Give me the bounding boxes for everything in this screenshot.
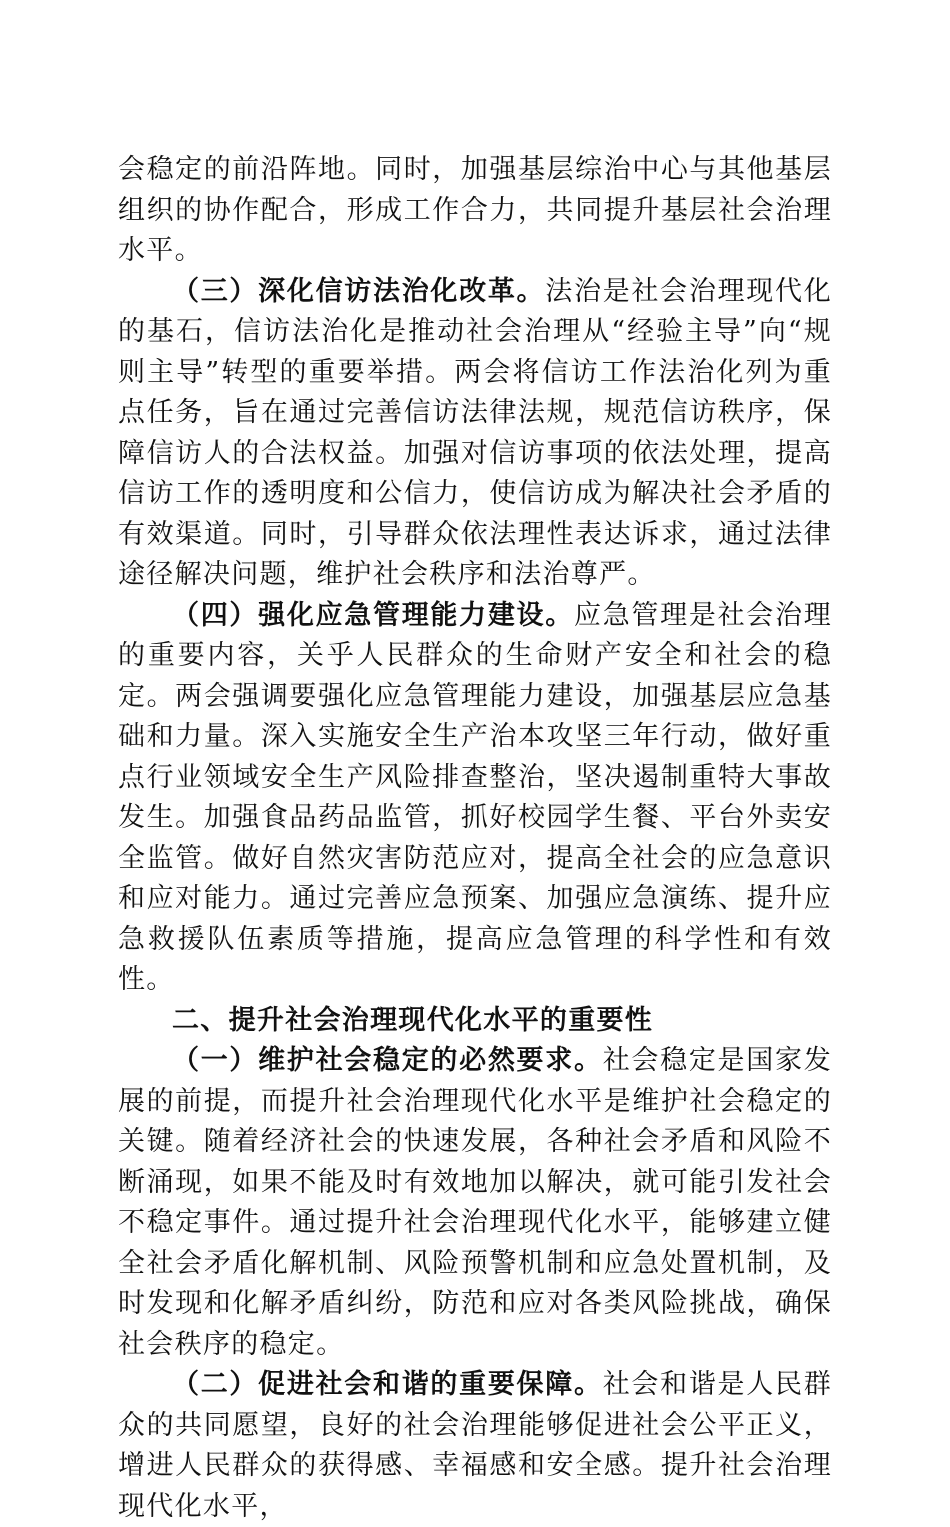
paragraph-text: 社会稳定是国家发展的前提，而提升社会治理现代化水平是维护社会稳定的关键。随着经济社会的快速发展，各种社会矛盾和风险不断涌现，如果不能及时有效地加以解决，就可能引发社会不稳定事件。通过提升社会治理现代化水平，能够建立健全社会矛盾化解机制、风险预警机制和应急处置机制，及时发现和化解矛盾纠纷，防范和应对各类风险挑战，确保社会秩序的稳定。: [118, 1045, 832, 1360]
paragraph-text: 应急管理是社会治理的重要内容，关乎人民群众的生命财产安全和社会的稳定。两会强调要强化应急管理能力建设，加强基层应急基础和力量。深入实施安全生产治本攻坚三年行动，做好重点行业领域安全生产风险排查整治，坚决遏制重特大事故发生。加强食品药品监管，抓好校园学生餐、平台外卖安全监管。做好自然灾害防范应对，提高全社会的应急意识和应对能力。通过完善应急预案、加强应急演练、提升应急救援队伍素质等措施，提高应急管理的科学性和有效性。: [118, 599, 833, 995]
paragraph-text: 法治是社会治理现代化的基石，信访法治化是推动社会治理从“经验主导”向“规则主导”转型的重要举措。两会将信访工作法治化列为重点任务，旨在通过完善信访法律法规，规范信访秩序，保障信访人的合法权益。加强对信访事项的依法处理，提高信访工作的透明度和公信力，使信访成为解决社会矛盾的有效渠道。同时，引导群众依法理性表达诉求，通过法律途径解决问题，维护社会秩序和法治尊严。: [118, 275, 833, 590]
paragraph-continuation: [118, 150, 832, 272]
paragraph-text: 社会和谐是人民群众的共同愿望，良好的社会治理能够促进社会公平正义，增进人民群众的获得感、幸福感和安全感。提升社会治理现代化水平，: [118, 1369, 832, 1522]
paragraph-emergency-management: [118, 596, 832, 1001]
paragraph-text: 会稳定的前沿阵地。同时，加强基层综治中心与其他基层组织的协作配合，形成工作合力，共同提升基层社会治理水平。: [118, 154, 832, 266]
paragraph-petition-rule-of-law: [118, 272, 832, 596]
paragraph-lead: （三）深化信访法治化改革。: [172, 275, 546, 307]
section-heading: 二、提升社会治理现代化水平的重要性: [172, 1004, 654, 1036]
document-body: [118, 150, 832, 1527]
paragraph-social-harmony: [118, 1365, 832, 1527]
paragraph-lead: （二）促进社会和谐的重要保障。: [172, 1369, 603, 1400]
paragraph-lead: （一）维护社会稳定的必然要求。: [172, 1045, 603, 1076]
paragraph-social-stability: [118, 1041, 832, 1365]
paragraph-lead: （四）强化应急管理能力建设。: [172, 599, 574, 631]
